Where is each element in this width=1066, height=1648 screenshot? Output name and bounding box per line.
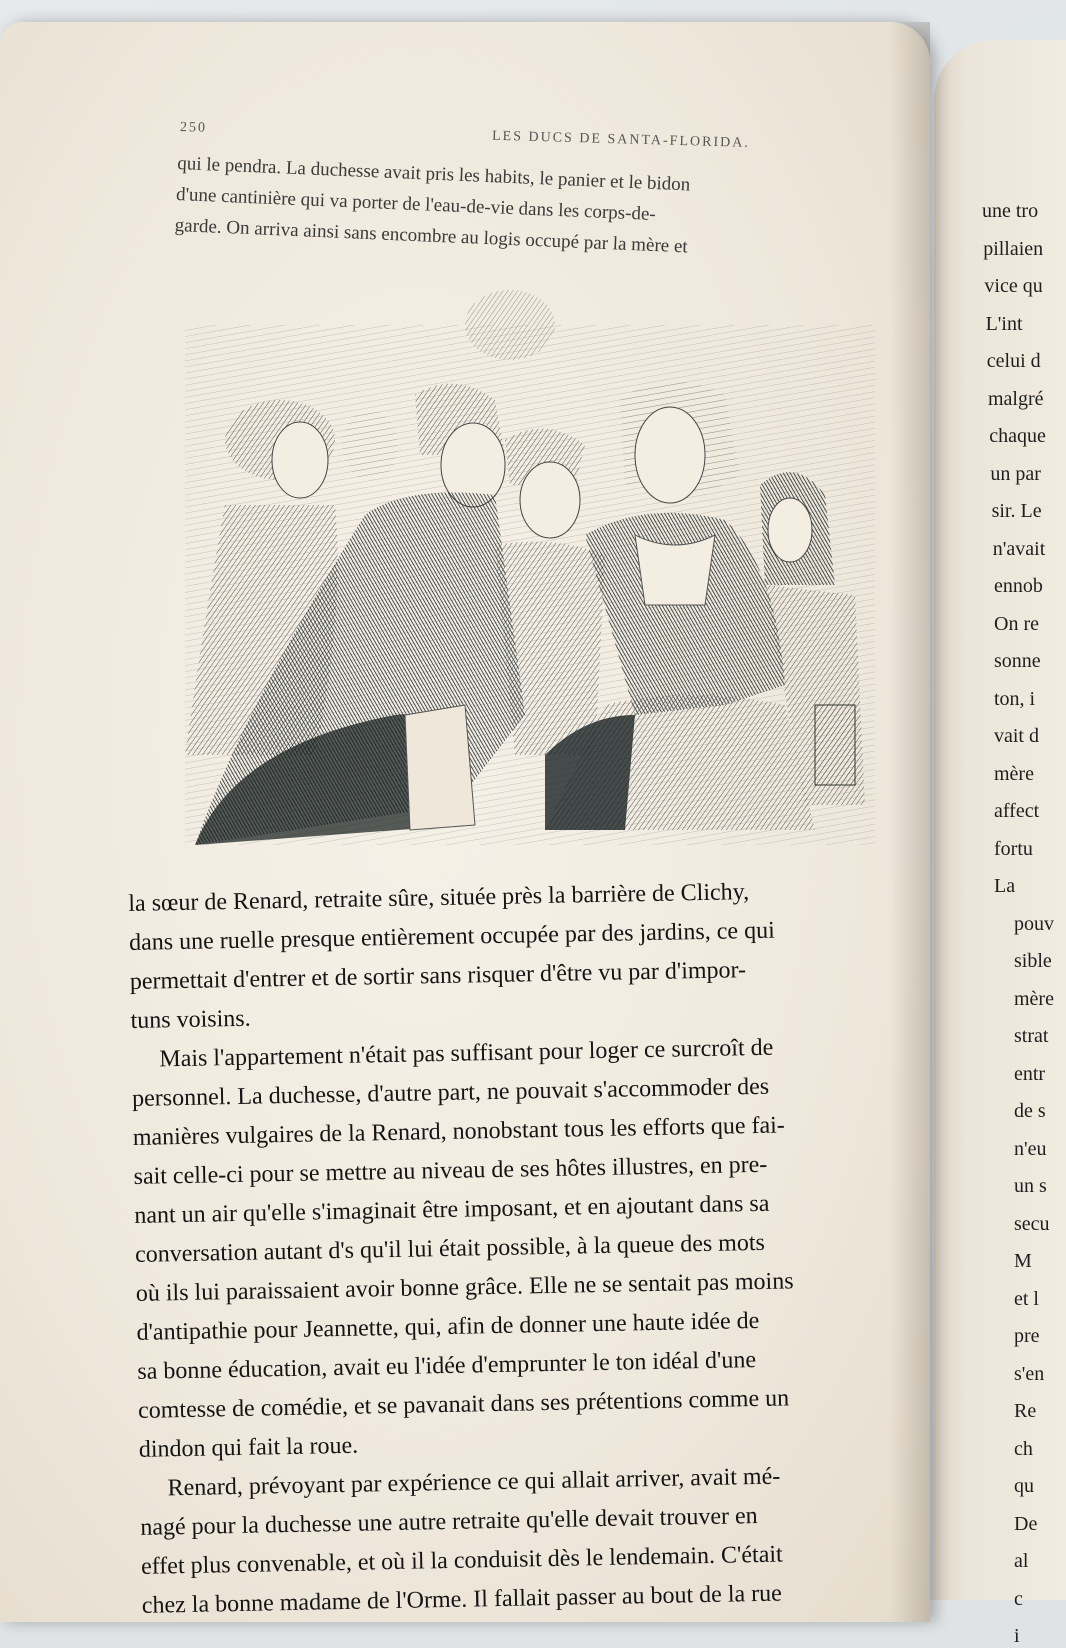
facing-page-fragment: n'avait	[992, 537, 1046, 560]
facing-page-fragment: al	[1014, 1550, 1029, 1572]
facing-page-fragment: De	[1014, 1512, 1038, 1535]
text-line: qui le pendra. La duchesse avait pris les habits, le panier et le bidon	[176, 152, 691, 196]
facing-page	[934, 40, 1066, 1647]
text-line: personnel. La duchesse, d'autre part, ne pouvait s'accommoder des	[131, 1073, 770, 1112]
facing-page-fragment: mère	[1014, 987, 1054, 1010]
facing-page-fragment: ton, i	[994, 687, 1036, 710]
facing-page-fragment: affect	[994, 800, 1040, 822]
facing-page-fragment: qu	[1014, 1475, 1034, 1497]
facing-page-fragment: vait d	[994, 725, 1039, 747]
text-line: d'une cantinière qui va porter de l'eau-de-vie dans les corps-de-	[175, 183, 657, 226]
facing-page-fragment: pouv	[1014, 912, 1054, 935]
text-line: manières vulgaires de la Renard, nonobstant tous les efforts que fai-	[132, 1112, 786, 1151]
facing-page-fragment: Re	[1014, 1400, 1037, 1422]
text-line: dindon qui fait la roue.	[138, 1432, 359, 1463]
page-number: 250	[179, 120, 208, 136]
facing-page-fragment: fortu	[994, 837, 1033, 860]
facing-page-fragment: pre	[1014, 1325, 1040, 1347]
text-line: garde. On arriva ainsi sans encombre au logis occupé par la mère et	[174, 214, 689, 258]
running-title: LES DUCS DE SANTA-FLORIDA.	[491, 128, 751, 151]
text-line: nagé pour la duchesse une autre retraite qu'elle devait trouver en	[140, 1503, 758, 1541]
text-line: la sœur de Renard, retraite sûre, située près la barrière de Clichy,	[128, 879, 750, 917]
facing-page-fragment: mère	[994, 762, 1034, 785]
facing-page-fragment: un par	[990, 462, 1041, 485]
text-line: Renard, prévoyant par expérience ce qui allait arriver, avait mé-	[167, 1463, 781, 1502]
text-line: d'antipathie pour Jeannette, qui, afin de donner une haute idée de	[136, 1307, 760, 1346]
facing-page-fragment: M	[1014, 1250, 1032, 1272]
text-line: tuns voisins.	[130, 1005, 251, 1034]
facing-page-fragment: chaque	[989, 425, 1046, 447]
text-line: Mais l'appartement n'était pas suffisant pour loger ce surcroît de	[159, 1034, 774, 1073]
facing-page-fragment: n'eu	[1014, 1137, 1047, 1160]
facing-page-fragment: vice qu	[984, 275, 1043, 297]
facing-page-fragment: entr	[1014, 1062, 1046, 1085]
engraving-illustration	[165, 285, 885, 860]
main-text-block	[128, 870, 922, 1626]
facing-page-fragment: i	[1014, 1625, 1020, 1647]
facing-page-fragment: un s	[1014, 1175, 1047, 1197]
facing-page-fragment: et l	[1014, 1287, 1039, 1310]
facing-page-fragment: c	[1014, 1587, 1023, 1610]
facing-page-fragment: La	[994, 875, 1016, 897]
text-line: où ils lui paraissaient avoir bonne grâce. Elle ne se sentait pas moins	[135, 1268, 794, 1307]
facing-page-fragment: une tro	[982, 200, 1039, 222]
text-line: effet plus convenable, et où il la conduisit dès le lendemain. C'était	[140, 1541, 783, 1580]
facing-page-fragment: On re	[994, 612, 1039, 635]
text-line: sait celle-ci pour se mettre au niveau de ses hôtes illustres, en pre-	[133, 1151, 768, 1190]
clock-ornament	[465, 290, 555, 360]
text-line: sa bonne éducation, avait eu l'idée d'emprunter le ton idéal d'une	[137, 1347, 757, 1385]
facing-page-fragment: ennob	[994, 575, 1043, 597]
facing-page-fragment: s'en	[1014, 1362, 1045, 1385]
facing-page-fragment: pillaien	[983, 237, 1044, 260]
text-line: conversation autant d's qu'il lui était possible, à la queue des mots	[134, 1229, 766, 1268]
facing-page-fragment: strat	[1014, 1025, 1049, 1047]
text-line: permettait d'entrer et de sortir sans risquer d'être vu par d'impor-	[129, 957, 747, 995]
facing-page-fragment: secu	[1014, 1212, 1050, 1235]
facing-page-fragment: sir. Le	[991, 500, 1042, 522]
facing-page-fragment: sible	[1014, 950, 1052, 972]
facing-page-fragment: celui d	[986, 350, 1041, 372]
facing-page-fragment: malgré	[988, 387, 1044, 410]
facing-page-fragment: de s	[1014, 1100, 1046, 1122]
text-line: nant un air qu'elle s'imaginait être imposant, et en ajoutant dans sa	[134, 1190, 770, 1229]
facing-page-fragment: sonne	[994, 650, 1041, 672]
facing-page-fragment: L'int	[985, 312, 1023, 335]
facing-page-fragment: ch	[1014, 1437, 1033, 1460]
text-line: chez la bonne madame de l'Orme. Il fallait passer au bout de la rue	[141, 1580, 783, 1619]
text-line: comtesse de comédie, et se pavanait dans ses prétentions comme un	[137, 1385, 790, 1424]
text-line: dans une ruelle presque entièrement occupée par des jardins, ce qui	[128, 917, 775, 956]
